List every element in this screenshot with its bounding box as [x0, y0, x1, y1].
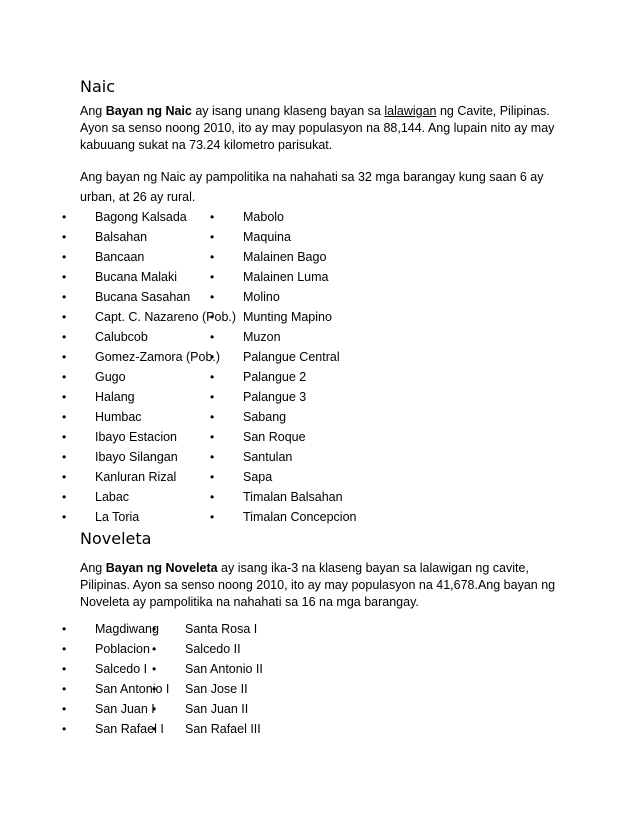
- barangay-list-item: • Ibayo Silangan: [79, 447, 229, 467]
- barangay-list-item: • San Rafael III: [169, 719, 309, 739]
- barangay-list-item: • Halang: [79, 387, 229, 407]
- barangay-list-item: • Santa Rosa I: [169, 619, 309, 639]
- text-run: Ang: [80, 561, 106, 575]
- noveleta-barangay-list-right: [169, 619, 309, 739]
- barangay-list-item: • Gugo: [79, 367, 229, 387]
- barangay-list-item: • Gomez-Zamora (Pob.): [79, 347, 229, 367]
- barangay-list-item: • San Antonio II: [169, 659, 309, 679]
- naic-division-paragraph: Ang bayan ng Naic ay pampolitika na nahahati sa 32 mga barangay kung saan 6 ay urban, at 26 ay rural.: [80, 170, 544, 204]
- barangay-list-item: • Bancaan: [79, 247, 229, 267]
- barangay-list-item: • San Antonio I: [79, 679, 179, 699]
- barangay-list-item: • La Toria: [79, 507, 229, 527]
- bold-term-noveleta: Bayan ng Noveleta: [105, 561, 218, 575]
- barangay-list-item: • Calubcob: [79, 327, 229, 347]
- naic-intro-paragraph: [80, 103, 570, 154]
- text-run: ng Cavite, Pilipinas. Ayon sa senso noong 2010, ito ay may populasyon na 88,144. Ang lupain nito ay may kabuuang sukat na 73.24 kilometro parisukat.: [80, 104, 555, 152]
- barangay-list-item: • Poblacion: [79, 639, 179, 659]
- barangay-list-item: • Salcedo I: [79, 659, 179, 679]
- naic-barangay-list-left: [79, 207, 237, 527]
- barangay-list-item: • Magdiwang: [79, 619, 179, 639]
- text-run: ay isang ika-3 na klaseng bayan sa lalawigan ng cavite, Pilipinas. Ayon sa senso noong 2010, ito ay may populasyon na 41,678.Ang bayan ng Noveleta ay pampolitika na nahahati sa 16 na mga barangay.: [80, 561, 556, 609]
- barangay-list-item: • Bagong Kalsada: [79, 207, 229, 227]
- barangay-list-item: • San Jose II: [169, 679, 309, 699]
- barangay-list-item: • San Juan II: [169, 699, 309, 719]
- naic-barangay-list-right: [227, 207, 427, 527]
- barangay-list-item: • Malainen Luma: [227, 267, 427, 287]
- section-heading-naic: Naic: [80, 77, 116, 96]
- noveleta-intro-paragraph: [80, 560, 570, 611]
- barangay-list-item: • Molino: [227, 287, 427, 307]
- barangay-list-item: • Timalan Concepcion: [227, 507, 427, 527]
- barangay-list-item: • Capt. C. Nazareno (Pob.): [79, 307, 229, 327]
- barangay-list-item: • Santulan: [227, 447, 427, 467]
- bold-term-naic: Bayan ng Naic: [105, 104, 192, 118]
- barangay-list-item: • Timalan Balsahan: [227, 487, 427, 507]
- barangay-list-item: • Mabolo: [227, 207, 427, 227]
- barangay-list-item: • Malainen Bago: [227, 247, 427, 267]
- barangay-list-item: • Palangue Central: [227, 347, 427, 367]
- text-run: ay isang unang klaseng bayan sa: [191, 104, 385, 118]
- barangay-list-item: • Bucana Malaki: [79, 267, 229, 287]
- barangay-list-item: • Munting Mapino: [227, 307, 427, 327]
- text-run: Ang: [80, 104, 106, 118]
- section-heading-noveleta: Noveleta: [80, 529, 152, 548]
- barangay-list-item: • Ibayo Estacion: [79, 427, 229, 447]
- barangay-list-item: • Kanluran Rizal: [79, 467, 229, 487]
- barangay-list-item: • Humbac: [79, 407, 229, 427]
- barangay-list-item: • Palangue 2: [227, 367, 427, 387]
- lalawigan-link[interactable]: lalawigan: [384, 104, 437, 118]
- barangay-list-item: • Balsahan: [79, 227, 229, 247]
- barangay-list-item: • San Juan I: [79, 699, 179, 719]
- noveleta-barangay-list-left: [79, 619, 179, 739]
- barangay-list-item: • Salcedo II: [169, 639, 309, 659]
- barangay-list-item: • Labac: [79, 487, 229, 507]
- barangay-list-item: • Palangue 3: [227, 387, 427, 407]
- barangay-list-item: • Sapa: [227, 467, 427, 487]
- barangay-list-item: • Sabang: [227, 407, 427, 427]
- barangay-list-item: • Bucana Sasahan: [79, 287, 229, 307]
- barangay-list-item: • San Rafael I: [79, 719, 179, 739]
- barangay-list-item: • Maquina: [227, 227, 427, 247]
- barangay-list-item: • Muzon: [227, 327, 427, 347]
- barangay-list-item: • San Roque: [227, 427, 427, 447]
